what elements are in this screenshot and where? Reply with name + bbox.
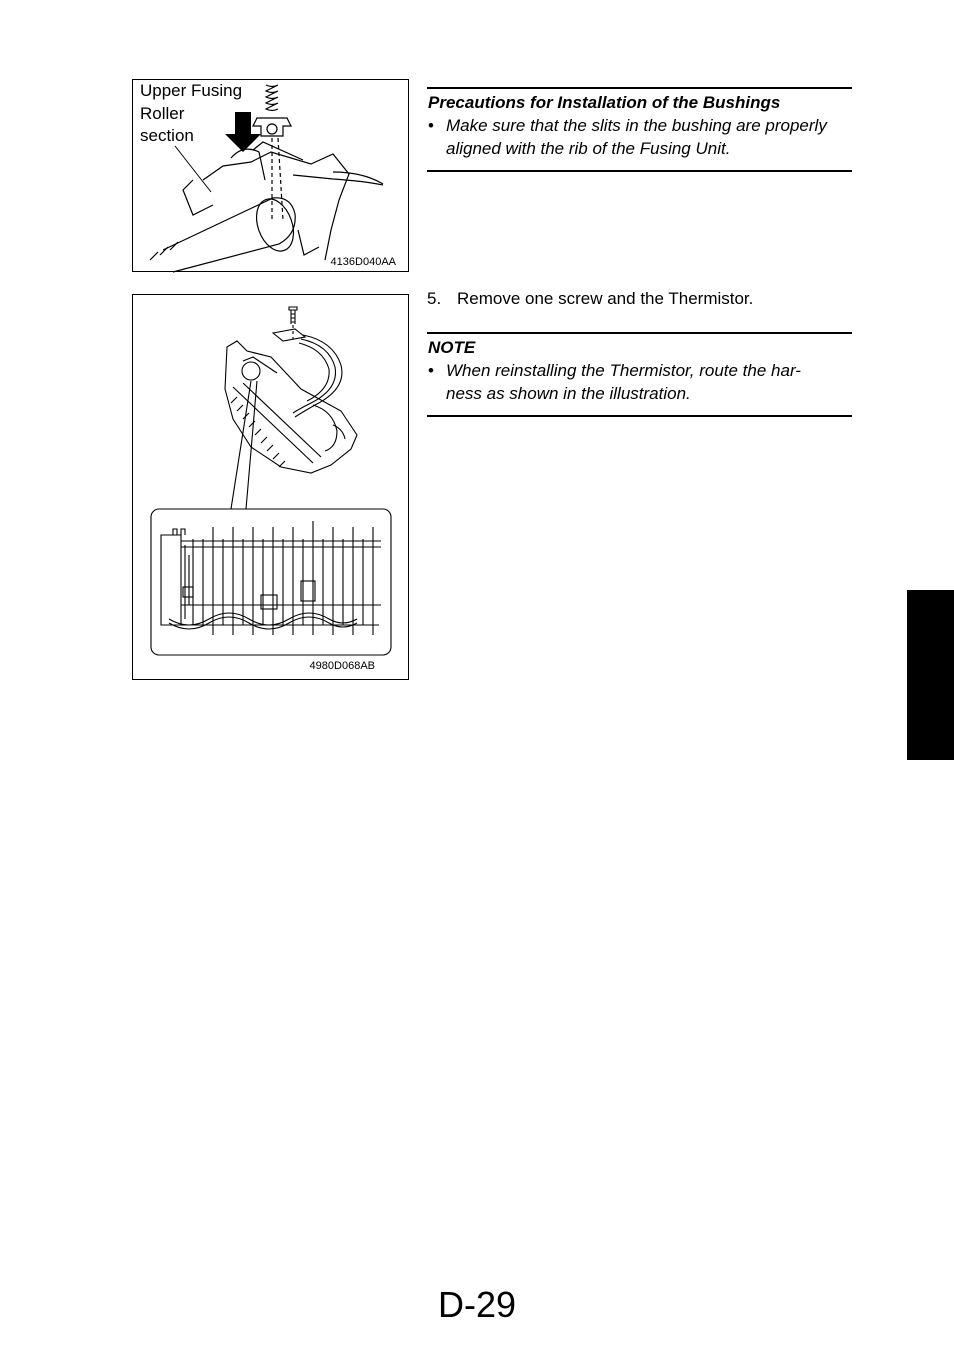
step-number: 5. [427,289,442,308]
page-number: D-29 [437,1284,517,1325]
figure2-code: 4980D068AB [309,660,375,672]
precautions-bottom-rule [427,170,852,172]
note-bottom-rule [427,415,852,417]
note-title: NOTE [428,338,476,357]
precautions-bullet-item [428,114,858,160]
bullet-marker: • [428,116,434,135]
precautions-text-line: Make sure that the slits in the bushing are properly [446,116,827,135]
figure1-label-line: section [140,126,194,145]
note-bullet-item [428,359,858,405]
step-5 [427,289,753,309]
step-text: Remove one screw and the Thermistor. [457,289,754,308]
figure-upper-fusing-roller [132,79,409,272]
precautions-top-rule [427,87,852,89]
section-side-tab [907,590,954,760]
bullet-marker: • [428,361,434,380]
thermistor-illustration [133,295,410,681]
precautions-title: Precautions for Installation of the Bushings [428,93,781,112]
figure1-label-line: Roller [140,103,185,123]
note-text-line: When reinstalling the Thermistor, route the har- [446,361,801,380]
figure1-label [140,80,270,148]
figure1-label-line: Upper Fusing [140,81,243,100]
note-top-rule [427,332,852,334]
precautions-text-line: aligned with the rib of the Fusing Unit. [446,139,731,158]
note-text-line: ness as shown in the illustration. [446,384,691,403]
figure-thermistor [132,294,409,680]
figure1-code: 4136D040AA [330,256,396,268]
